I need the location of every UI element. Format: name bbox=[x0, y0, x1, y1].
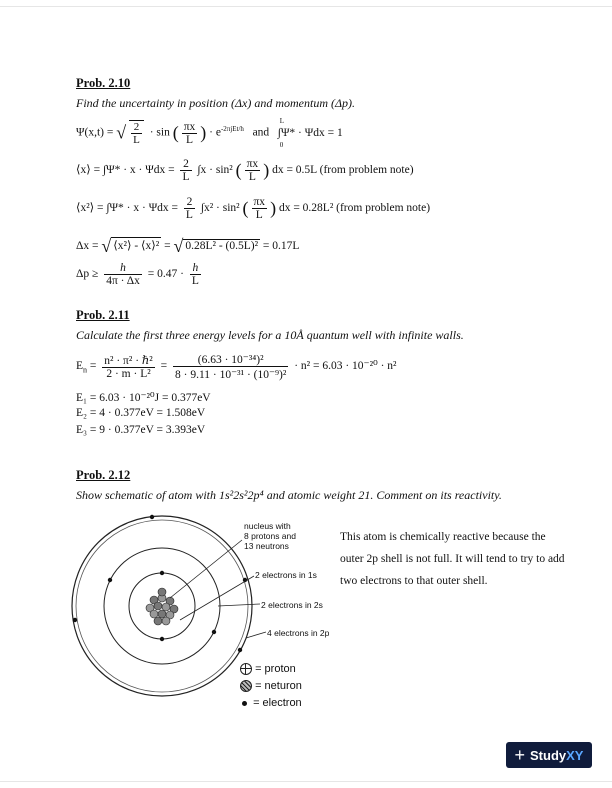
electron-1s-b bbox=[160, 637, 164, 641]
studyxy-badge[interactable] bbox=[506, 742, 592, 768]
prob-2-12-prompt: Show schematic of atom with 1s²2s²2p⁴ and atomic weight 21. Comment on its reactivity. bbox=[76, 488, 502, 502]
prob-2-10-heading: Prob. 2.10 bbox=[76, 76, 131, 90]
electron-2p-a bbox=[150, 515, 154, 519]
pointer-2p bbox=[246, 632, 266, 638]
energy-e1: E₁ = 6.03 · 10⁻²⁰J = 0.377eV bbox=[76, 392, 211, 404]
badge-brand bbox=[530, 748, 583, 763]
electron-1s-a bbox=[160, 571, 164, 575]
eq1-frac-num: πx bbox=[183, 120, 196, 133]
electron-2s-b bbox=[212, 630, 216, 634]
nucleus-label-line-1: nucleus with bbox=[244, 521, 291, 531]
eq2-inner-den: L bbox=[248, 171, 256, 183]
en-frac1-den: 2 · m · L² bbox=[106, 368, 151, 380]
eq3-lhs: ⟨x²⟩ = ∫Ψ* · x · Ψdx = bbox=[76, 202, 179, 215]
equation-expected-x: ⟨x⟩ = ∫Ψ* · x · Ψdx = $\frac{2}{L}$ ∫x · sin² ( $\frac{\pi x}{L}$ ) dx = 0.5L (from problem note) bbox=[76, 158, 414, 183]
eq1-exp-base: · e bbox=[209, 126, 221, 139]
pointer-1s bbox=[180, 576, 254, 620]
eq5-frac2 bbox=[190, 262, 201, 287]
plus-icon: + bbox=[514, 745, 526, 765]
eq2-lhs: ⟨x⟩ = ∫Ψ* · x · Ψdx = bbox=[76, 164, 175, 177]
electron-icon bbox=[242, 701, 247, 706]
en-frac2-den: 8 · 9.11 · 10⁻³¹ · (10⁻⁹)² bbox=[175, 369, 287, 381]
energy-e3: E₃ = 9 · 0.377eV = 3.393eV bbox=[76, 424, 206, 436]
label-2p: 4 electrons in 2p bbox=[267, 628, 330, 638]
eq3-inner-num: πx bbox=[253, 196, 266, 208]
legend-proton bbox=[240, 663, 296, 675]
nucleus-label-line-2: 8 protons and bbox=[244, 531, 296, 541]
eq1-int-upper: L bbox=[279, 116, 285, 125]
eq2-frac bbox=[180, 158, 191, 183]
label-1s: 2 electrons in 1s bbox=[255, 570, 317, 580]
eq1-frac-den: L bbox=[185, 133, 193, 146]
equation-energy-levels: $E_n$ = $\frac{\text{n² · π² · ℏ²}}{\text{2 · m · L²}}$ = $\frac{\text{(6.63 · 10⁻³⁴)²}}{\text{8 · 9.11 · 10⁻³¹ · (10⁻⁹)²}}$ · n² = 6.03 · 10⁻²⁰ · n² bbox=[76, 354, 397, 381]
scan-edge-top bbox=[0, 6, 612, 7]
eq1-rhs: ∫Ψ* · Ψdx = 1 bbox=[277, 126, 343, 139]
en-lhs: E bbox=[76, 360, 84, 373]
eq1-int-lower: 0 bbox=[279, 140, 284, 149]
eq5-frac-num: h bbox=[104, 262, 142, 275]
pointer-2s bbox=[218, 604, 260, 606]
eq1-sqrt bbox=[129, 120, 144, 146]
nucleus-label-line-3: 13 neutrons bbox=[244, 541, 289, 551]
electron-2s-a bbox=[108, 578, 112, 582]
eq4-rhs: = 0.17L bbox=[262, 240, 300, 253]
reactivity-comment: This atom is chemically reactive because the outer 2p shell is not full. It will tend to try to add two electrons to that outer shell. bbox=[340, 531, 565, 587]
en-frac1-num: n² · π² · ℏ² bbox=[104, 355, 153, 367]
eq2-mid: ∫x · sin² bbox=[197, 164, 233, 177]
eq1-sqrt-den: L bbox=[133, 134, 140, 146]
eq4-lhs: Δx = bbox=[76, 240, 99, 253]
eq3-mid: ∫x² · sin² bbox=[200, 202, 240, 215]
eq2-inner-num: πx bbox=[246, 158, 259, 170]
eq1-frac bbox=[182, 121, 198, 146]
eq5-frac2-num: h bbox=[190, 262, 201, 275]
nucleus bbox=[146, 588, 178, 625]
equation-delta-x: Δx = √ ⟨x²⟩ - ⟨x⟩² = √ 0.28L² - (0.5L)² = 0.17L bbox=[76, 236, 300, 256]
legend-neutron bbox=[240, 680, 302, 692]
prob-2-11-heading: Prob. 2.11 bbox=[76, 308, 130, 322]
eq3-inner-frac bbox=[252, 196, 268, 221]
nucleus-label bbox=[244, 521, 296, 551]
eq3-frac bbox=[184, 196, 195, 221]
equation-delta-p bbox=[76, 262, 204, 287]
eq3-frac-den: L bbox=[185, 209, 193, 221]
electrons bbox=[73, 515, 247, 652]
en-rhs: · n² = 6.03 · 10⁻²⁰ · n² bbox=[294, 360, 397, 373]
eq5-mid: = 0.47 · bbox=[147, 268, 184, 281]
energy-e2: E₂ = 4 · 0.377eV = 1.508eV bbox=[76, 407, 206, 419]
equation-expected-x-squared: ⟨x²⟩ = ∫Ψ* · x · Ψdx = $\frac{2}{L}$ ∫x² · sin² ( $\frac{\pi x}{L}$ ) dx = 0.28L² (from problem note) bbox=[76, 196, 431, 221]
equation-wavefunction: Ψ(x,t) = √ $\frac{2}{L}$ · sin ( $\frac{\pi x}{L}$ ) · $e^{-2\pi jEt/h}$ and L ∫Ψ* · Ψdx = 1 0 bbox=[76, 116, 343, 149]
en-frac2-num: (6.63 · 10⁻³⁴)² bbox=[173, 352, 288, 367]
eq1-exp-sup: -2πjEt/h bbox=[220, 124, 244, 133]
legend-proton-label: = proton bbox=[255, 663, 296, 675]
eq1-sin: · sin bbox=[149, 126, 170, 139]
en-frac2 bbox=[173, 352, 288, 381]
scan-edge-bottom bbox=[0, 781, 612, 782]
legend-electron bbox=[240, 697, 302, 709]
eq2-rhs: dx = 0.5L (from problem note) bbox=[272, 164, 414, 177]
eq4-sqrt: ⟨x²⟩ - ⟨x⟩² bbox=[111, 237, 161, 252]
eq4-eq: = bbox=[164, 240, 171, 253]
eq2-inner-frac bbox=[245, 158, 261, 183]
eq5-frac-den: 4π · Δx bbox=[106, 275, 140, 287]
badge-brand-a: Study bbox=[530, 747, 567, 763]
eq1-and: and bbox=[252, 126, 270, 139]
prob-2-10-prompt: Find the uncertainty in position (Δx) and momentum (Δp). bbox=[76, 96, 356, 110]
eq2-frac-num: 2 bbox=[180, 158, 191, 171]
prob-2-12-heading: Prob. 2.12 bbox=[76, 468, 131, 482]
electron-2p-d bbox=[238, 648, 242, 652]
prob-2-11-prompt: Calculate the first three energy levels for a 10Å quantum well with infinite walls. bbox=[76, 328, 464, 342]
eq3-inner-den: L bbox=[255, 209, 263, 221]
eq2-frac-den: L bbox=[182, 171, 190, 183]
label-2s: 2 electrons in 2s bbox=[261, 600, 323, 610]
en-lhs-sub: n bbox=[83, 365, 88, 375]
legend-neutron-label: = neturon bbox=[255, 680, 302, 692]
eq5-frac2-den: L bbox=[191, 275, 199, 287]
neutron-icon bbox=[240, 680, 252, 692]
legend-electron-label: = electron bbox=[253, 697, 302, 709]
eq1-sqrt-num: 2 bbox=[131, 121, 142, 134]
electron-2p-b bbox=[73, 618, 77, 622]
eq1-integral bbox=[277, 116, 343, 149]
eq3-rhs: dx = 0.28L² (from problem note) bbox=[278, 202, 431, 215]
eq5-lhs: Δp ≥ bbox=[76, 268, 99, 281]
eq3-frac-num: 2 bbox=[184, 196, 195, 209]
en-frac1 bbox=[102, 353, 154, 380]
badge-brand-b: XY bbox=[566, 747, 584, 763]
proton-icon bbox=[240, 663, 252, 675]
eq1-lhs: Ψ(x,t) = bbox=[76, 126, 114, 139]
eq5-frac bbox=[104, 262, 142, 287]
eq4-sqrt2: 0.28L² - (0.5L)² bbox=[185, 240, 259, 253]
